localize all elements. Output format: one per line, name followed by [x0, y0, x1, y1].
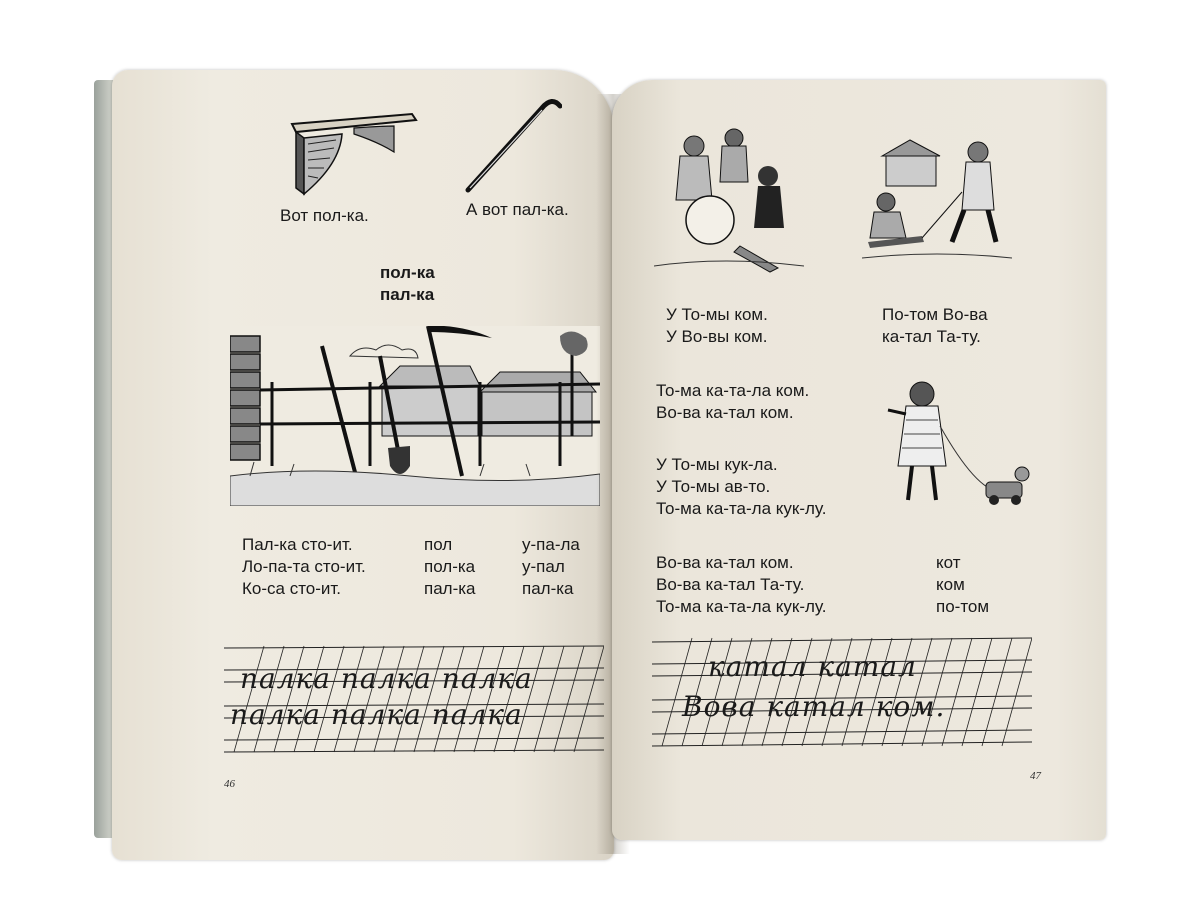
sentence: Пал-ка сто-ит. [242, 535, 353, 554]
line: То-ма ка-та-ла кук-лу. [656, 499, 827, 518]
word: по-том [936, 597, 990, 616]
sentence: Ло-па-та сто-ит. [242, 557, 366, 576]
block-1b [882, 304, 988, 348]
words-column-2 [424, 534, 476, 600]
line: У Во-вы ком. [666, 327, 768, 346]
word: пал-ка [424, 579, 476, 598]
line: То-ма ка-та-ла кук-лу. [656, 597, 827, 616]
word: у-пал [522, 557, 565, 576]
left-page [112, 70, 614, 860]
sled-ride-illustration [862, 132, 1012, 272]
line: ка-тал Та-ту. [882, 327, 981, 346]
word: кот [936, 553, 961, 572]
pair-word: пал-ка [380, 285, 435, 304]
shelf-illustration [282, 104, 422, 200]
right-page [612, 80, 1106, 840]
word: у-па-ла [522, 535, 580, 554]
block-4 [656, 552, 826, 618]
page-number: 47 [1030, 770, 1041, 782]
line: Во-ва ка-тал ком. [656, 403, 794, 422]
word: пол-ка [424, 557, 476, 576]
word: пал-ка [522, 579, 574, 598]
line: По-том Во-ва [882, 305, 988, 324]
cursive-line: палка палка палка [230, 698, 523, 731]
sentence: Ко-са сто-ит. [242, 579, 342, 598]
cursive-line: катал катал [708, 650, 917, 683]
words-column [936, 552, 989, 618]
block-2 [656, 380, 809, 424]
pair-word: пол-ка [380, 263, 435, 282]
children-snowball-illustration [654, 116, 804, 276]
line: У То-мы ком. [666, 305, 768, 324]
line: То-ма ка-та-ла ком. [656, 381, 810, 400]
block-1 [666, 304, 768, 348]
yard-with-tools-illustration [230, 326, 600, 506]
stick-illustration [462, 94, 562, 194]
word: пол [424, 535, 453, 554]
open-book [88, 64, 1112, 864]
line: У То-мы ав-то. [656, 477, 771, 496]
word: ком [936, 575, 965, 594]
cursive-line: Вова катал ком. [682, 690, 946, 723]
line: У То-мы кук-ла. [656, 455, 778, 474]
sentences-column [242, 534, 366, 600]
block-3 [656, 454, 826, 520]
cursive-line: палка палка палка [240, 662, 533, 695]
line: Во-ва ка-тал Та-ту. [656, 575, 805, 594]
girl-with-toy-car-illustration [876, 370, 1036, 520]
caption-shelf: Вот пол-ка. [280, 206, 369, 225]
page-number: 46 [224, 778, 235, 790]
line: Во-ва ка-тал ком. [656, 553, 794, 572]
syllable-pair [380, 262, 435, 306]
caption-stick: А вот пал-ка. [466, 200, 569, 219]
words-column-3 [522, 534, 580, 600]
